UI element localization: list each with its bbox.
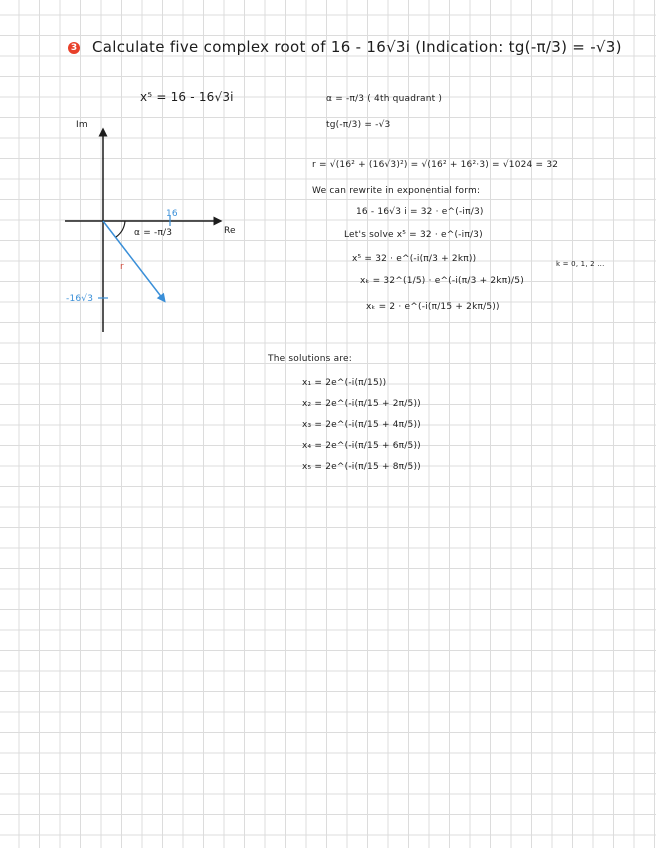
rewrite-line: We can rewrite in exponential form: (312, 186, 481, 196)
solve-line: Let's solve x⁵ = 32 · e^(-iπ/3) (344, 230, 483, 240)
solution-1 (302, 378, 386, 388)
y-value-label: -16√3 (66, 294, 94, 304)
tg-line: tg(-π/3) = -√3 (326, 120, 391, 130)
solution-2 (302, 399, 421, 409)
solution-value: 2e^(-i(π/15)) (325, 378, 387, 388)
re-axis-label: Re (224, 226, 236, 236)
solution-label: x₃ = (302, 420, 323, 430)
solution-value: 2e^(-i(π/15 + 2π/5)) (325, 399, 421, 409)
k-values: k = 0, 1, 2 ... (556, 260, 605, 268)
r-line: r = √(16² + (16√3)²) = √(16² + 16²·3) = √1024 = 32 (312, 160, 559, 170)
r-label: r (120, 262, 124, 272)
solution-value: 2e^(-i(π/15 + 4π/5)) (325, 420, 421, 430)
alpha-line: α = -π/3 ( 4th quadrant ) (326, 94, 443, 104)
solution-value: 2e^(-i(π/15 + 6π/5)) (325, 441, 421, 451)
x5-line: x⁵ = 32 · e^(-i(π/3 + 2kπ)) (352, 254, 477, 264)
solution-label: x₄ = (302, 441, 323, 451)
solution-label: x₂ = (302, 399, 323, 409)
solution-label: x₅ = (302, 462, 323, 472)
alpha-label: α = -π/3 (134, 228, 173, 238)
x-value-label: 16 (166, 209, 178, 219)
im-axis-label: Im (76, 120, 88, 130)
angle-arc (116, 221, 125, 237)
problem-statement: Calculate five complex root of 16 - 16√3i (Indication: tg(-π/3) = -√3) (92, 38, 622, 56)
main-equation: x⁵ = 16 - 16√3i (140, 90, 234, 104)
solutions-heading: The solutions are: (268, 354, 352, 364)
solution-label: x₁ = (302, 378, 323, 388)
solution-5 (302, 462, 421, 472)
problem-number-badge: 3 (68, 42, 80, 54)
exp-form-line: 16 - 16√3 i = 32 · e^(-iπ/3) (356, 207, 484, 217)
xk-line: xₖ = 32^(1/5) · e^(-i(π/3 + 2kπ)/5) (360, 276, 524, 286)
solution-4 (302, 441, 421, 451)
xk-simplified-line: xₖ = 2 · e^(-i(π/15 + 2kπ/5)) (366, 302, 500, 312)
solution-3 (302, 420, 421, 430)
solution-value: 2e^(-i(π/15 + 8π/5)) (325, 462, 421, 472)
complex-plane-diagram (0, 110, 260, 350)
